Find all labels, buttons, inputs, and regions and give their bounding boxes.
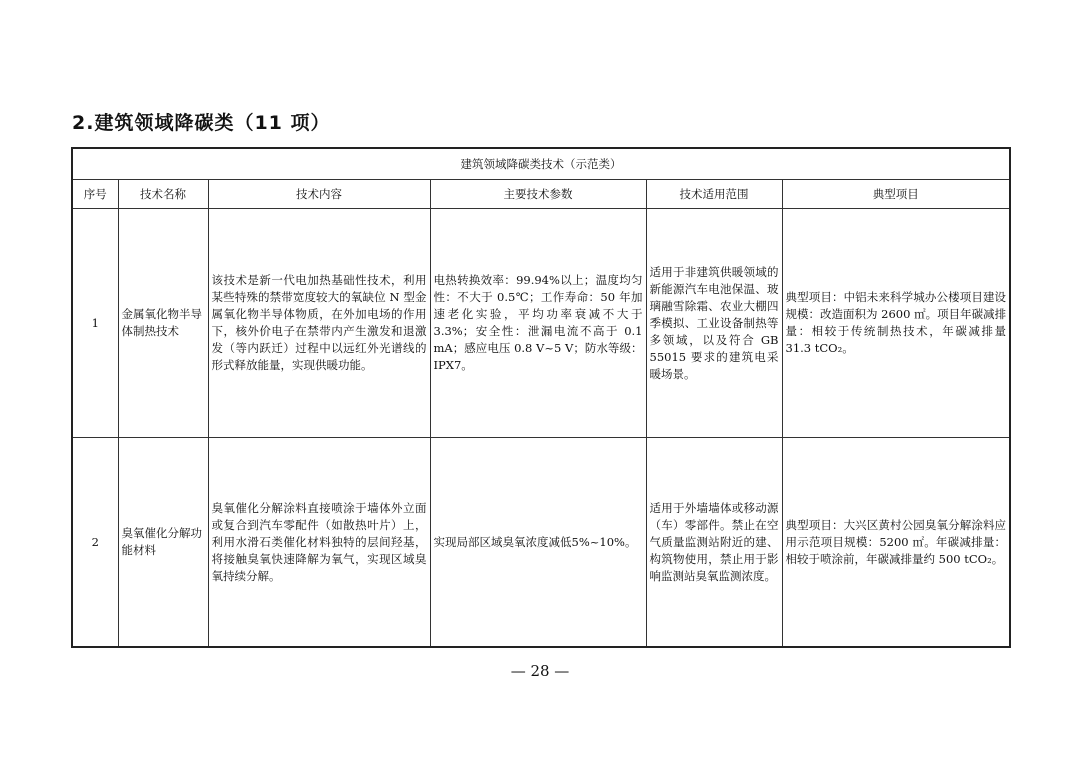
page-number: — 28 —: [510, 662, 570, 680]
header-params: 主要技术参数: [430, 180, 646, 209]
table-row: [72, 209, 1010, 438]
section-title: 2.建筑领域降碳类（11 项）: [72, 112, 331, 134]
header-content: 技术内容: [208, 180, 430, 209]
cell-project: 典型项目：大兴区黄村公园臭氧分解涂料应用示范项目规模：5200 ㎡。年碳减排量：相较于喷涂前，年碳减排量约 500 tCO₂。: [782, 438, 1010, 648]
header-index: 序号: [72, 180, 118, 209]
table-caption: 建筑领域降碳类技术（示范类）: [72, 148, 1010, 180]
cell-params: 实现局部区域臭氧浓度减低5%~10%。: [430, 438, 646, 648]
cell-content: 臭氧催化分解涂料直接喷涂于墙体外立面或复合到汽车零配件（如散热叶片）上，利用水滑石类催化材料独特的层间羟基，将接触臭氧快速降解为氧气，实现区域臭氧持续分解。: [208, 438, 430, 648]
cell-scope: 适用于非建筑供暖领域的新能源汽车电池保温、玻璃融雪除霜、农业大棚四季模拟、工业设备制热等多领域，以及符合 GB 55015 要求的建筑电采暖场景。: [646, 209, 782, 438]
cell-index: 1: [72, 209, 118, 438]
cell-project: 典型项目：中铝未来科学城办公楼项目建设规模：改造面积为 2600 ㎡。项目年碳减排量：相较于传统制热技术，年碳减排量 31.3 tCO₂。: [782, 209, 1010, 438]
header-scope: 技术适用范围: [646, 180, 782, 209]
technology-table: [71, 147, 1011, 648]
header-project: 典型项目: [782, 180, 1010, 209]
cell-params: 电热转换效率：99.94%以上；温度均匀性：不大于 0.5℃；工作寿命：50 年加速老化实验，平均功率衰减不大于 3.3%；安全性：泄漏电流不高于 0.1 mA；感应电压 0.8 V~5 V；防水等级：IPX7。: [430, 209, 646, 438]
cell-name: 金属氧化物半导体制热技术: [118, 209, 208, 438]
table-row: [72, 438, 1010, 648]
cell-content: 该技术是新一代电加热基础性技术，利用某些特殊的禁带宽度较大的氧缺位 N 型金属氧化物半导体物质，在外加电场的作用下，核外价电子在禁带内产生激发和退激发（等内跃迁）过程中以远红外光谱线的形式释放能量，实现供暖功能。: [208, 209, 430, 438]
cell-name: 臭氧催化分解功能材料: [118, 438, 208, 648]
cell-scope: 适用于外墙墙体或移动源（车）零部件。禁止在空气质量监测站附近的建、构筑物使用，禁止用于影响监测站臭氧监测浓度。: [646, 438, 782, 648]
header-name: 技术名称: [118, 180, 208, 209]
cell-index: 2: [72, 438, 118, 648]
table-caption-row: [72, 148, 1010, 180]
table-header-row: [72, 180, 1010, 209]
